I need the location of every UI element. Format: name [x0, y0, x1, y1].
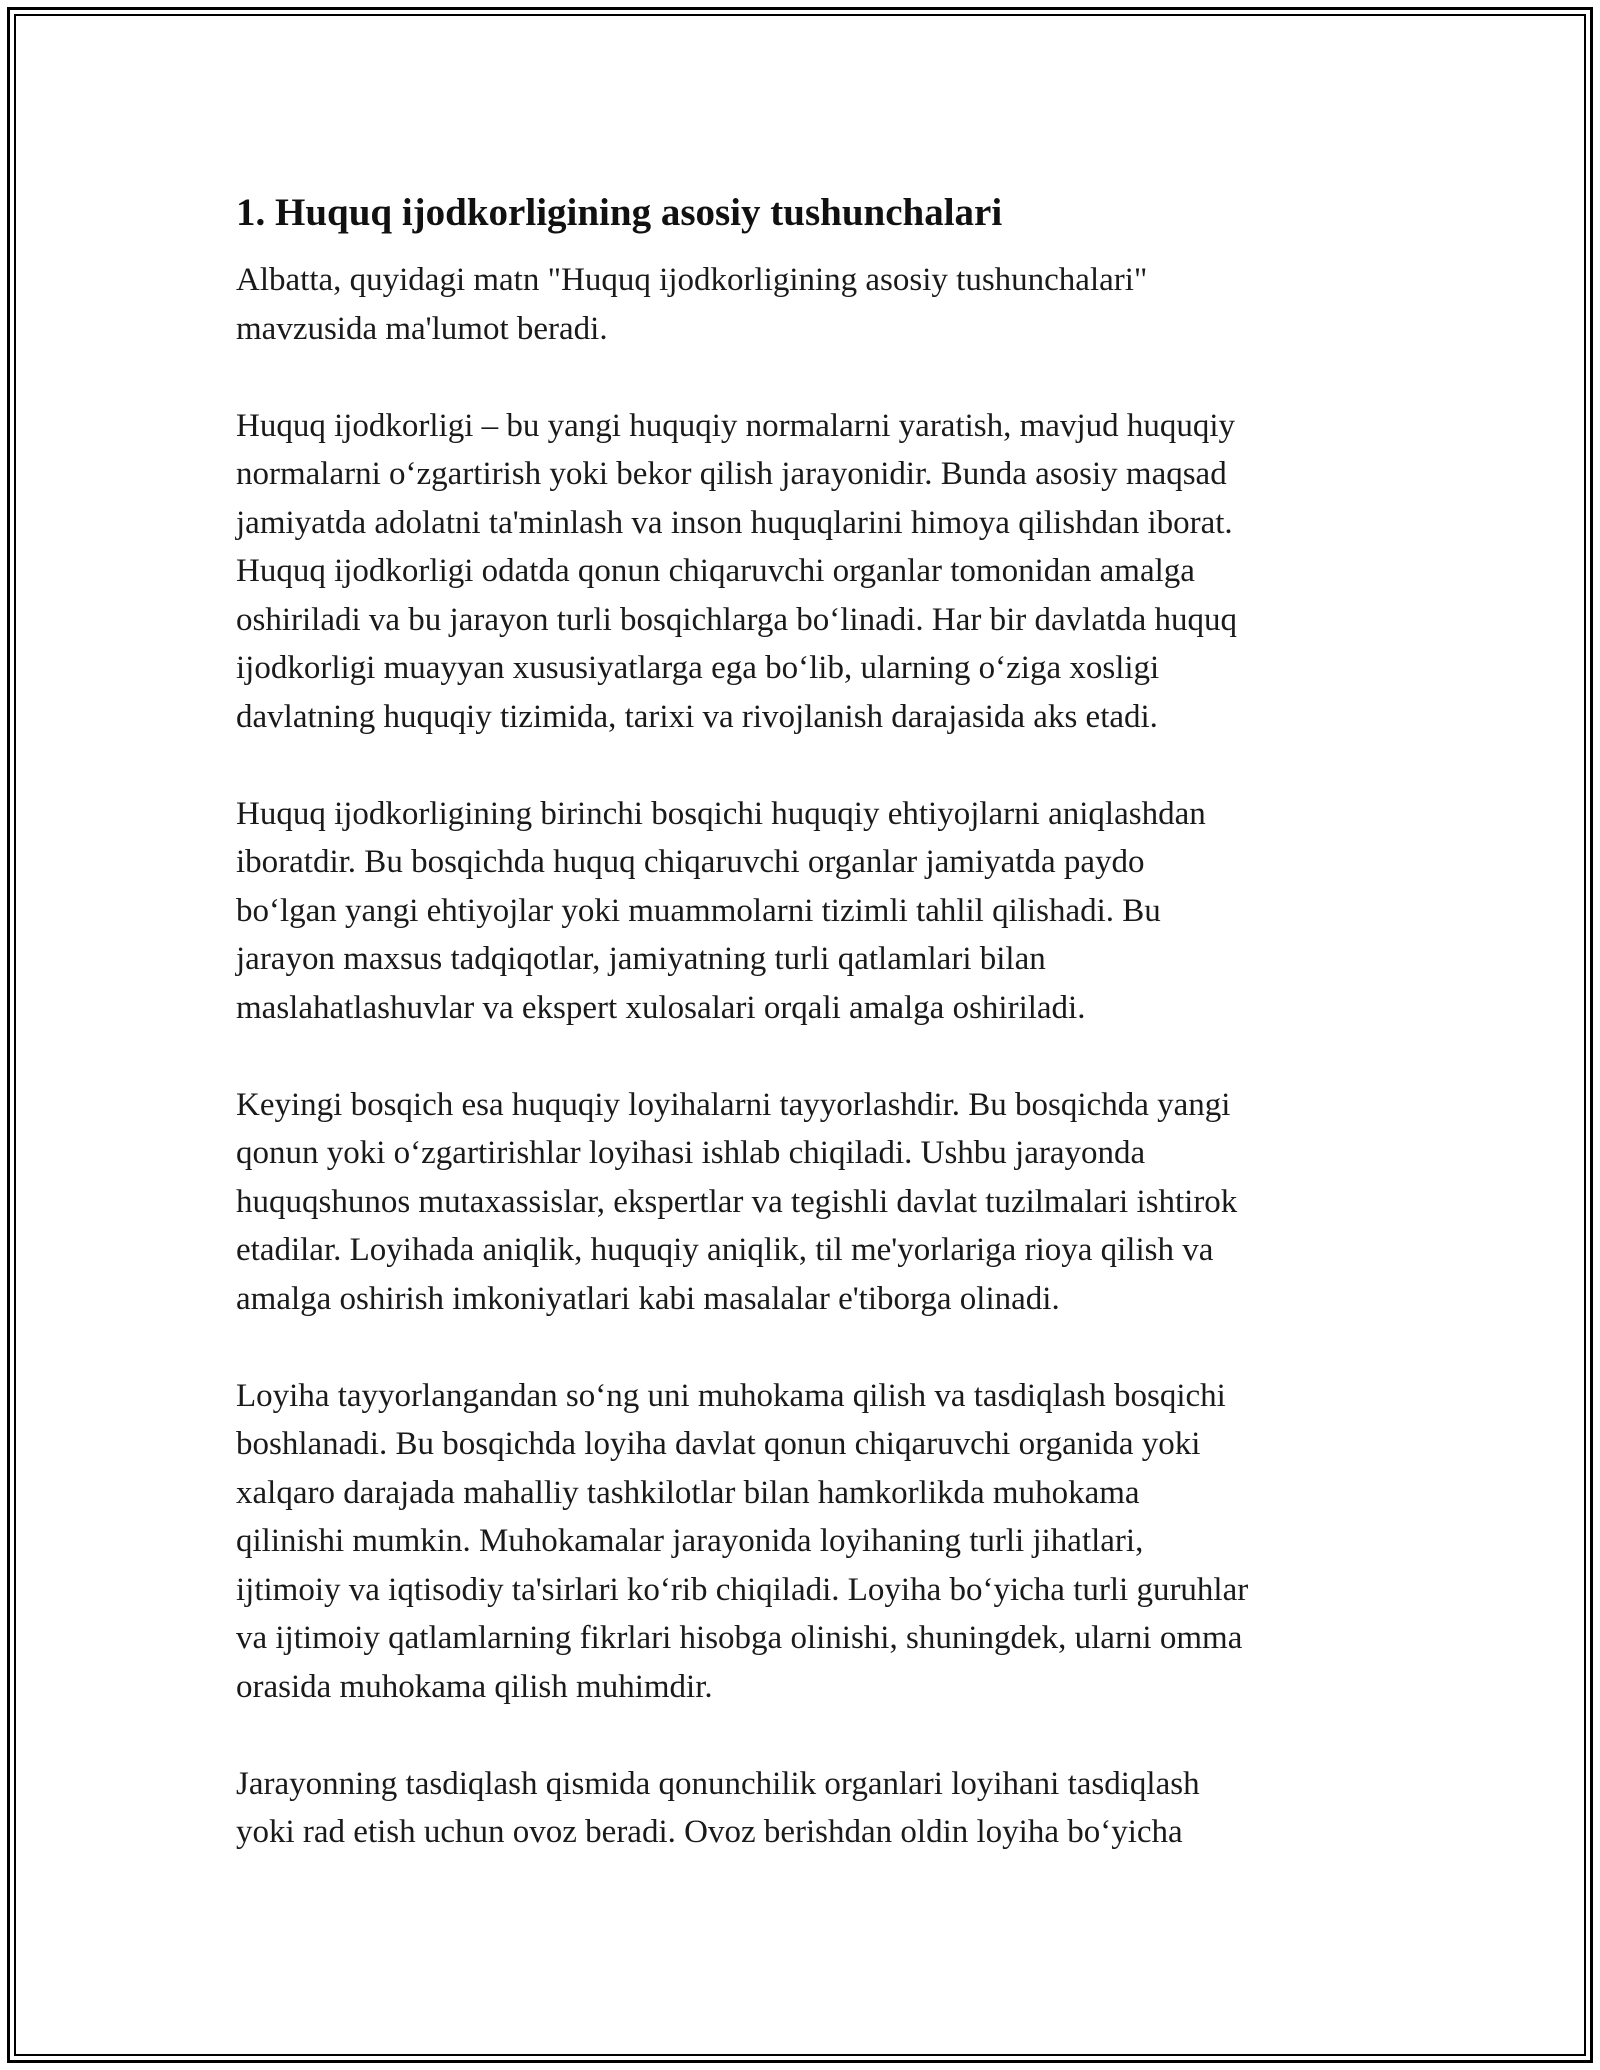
- text-line: xalqaro darajada mahalliy tashkilotlar bilan hamkorlikda muhokama: [236, 1474, 1140, 1511]
- text-line: oshiriladi va bu jarayon turli bosqichlarga bo‘linadi. Har bir davlatda huquq: [236, 601, 1238, 638]
- paragraph-first-stage: [236, 790, 1364, 1033]
- text-line: orasida muhokama qilish muhimdir.: [236, 1668, 713, 1705]
- text-line: jarayon maxsus tadqiqotlar, jamiyatning turli qatlamlari bilan: [236, 941, 1046, 977]
- text-line: amalga oshirish imkoniyatlari kabi masalalar e'tiborga olinadi.: [236, 1280, 1060, 1317]
- text-line: ijtimoiy va iqtisodiy ta'sirlari ko‘rib chiqiladi. Loyiha bo‘yicha turli guruhlar: [236, 1571, 1249, 1608]
- text-line: huquqshunos mutaxassislar, ekspertlar va tegishli davlat tuzilmalari ishtirok: [236, 1183, 1238, 1220]
- text-line: yoki rad etish uchun ovoz beradi. Ovoz berishdan oldin loyiha bo‘yicha: [236, 1814, 1183, 1850]
- text-line: maslahatlashuvlar va ekspert xulosalari orqali amalga oshiriladi.: [236, 989, 1086, 1026]
- text-line: Keyingi bosqich esa huquqiy loyihalarni tayyorlashdir. Bu bosqichda yangi: [236, 1086, 1231, 1123]
- text-line: ijodkorligi muayyan xususiyatlarga ega bo‘lib, ularning o‘ziga xosligi: [236, 650, 1160, 686]
- paragraph-definition: [236, 402, 1364, 742]
- text-line: qonun yoki o‘zgartirishlar loyihasi ishlab chiqiladi. Ushbu jarayonda: [236, 1135, 1146, 1171]
- text-line: Jarayonning tasdiqlash qismida qonunchilik organlari loyihani tasdiqlash: [236, 1765, 1200, 1802]
- text-line: Loyiha tayyorlangandan so‘ng uni muhokama qilish va tasdiqlash bosqichi: [236, 1377, 1226, 1414]
- text-line: jamiyatda adolatni ta'minlash va inson huquqlarini himoya qilishdan iborat.: [236, 504, 1233, 541]
- text-line: Huquq ijodkorligi – bu yangi huquqiy normalarni yaratish, mavjud huquqiy: [236, 407, 1236, 444]
- text-line: va ijtimoiy qatlamlarning fikrlari hisobga olinishi, shuningdek, ularni omma: [236, 1620, 1243, 1656]
- text-line: iboratdir. Bu bosqichda huquq chiqaruvchi organlar jamiyatda paydo: [236, 844, 1145, 880]
- paragraph-approval-stage: [236, 1760, 1364, 1857]
- text-line: qilinishi mumkin. Muhokamalar jarayonida loyihaning turli jihatlari,: [236, 1523, 1144, 1559]
- text-line: mavzusida ma'lumot beradi.: [236, 310, 608, 347]
- paragraph-discussion-stage: [236, 1372, 1364, 1712]
- text-line: Albatta, quyidagi matn "Huquq ijodkorligining asosiy tushunchalari": [236, 262, 1148, 298]
- text-line: etadilar. Loyihada aniqlik, huquqiy aniqlik, til me'yorlariga rioya qilish va: [236, 1232, 1214, 1268]
- text-line: davlatning huquqiy tizimida, tarixi va rivojlanish darajasida aks etadi.: [236, 698, 1158, 735]
- section-heading: 1. Huquq ijodkorligining asosiy tushunchalari: [236, 191, 1003, 234]
- text-line: bo‘lgan yangi ehtiyojlar yoki muammolarni tizimli tahlil qilishadi. Bu: [236, 892, 1161, 929]
- text-line: Huquq ijodkorligi odatda qonun chiqaruvchi organlar tomonidan amalga: [236, 553, 1195, 589]
- paragraph-drafting-stage: [236, 1081, 1364, 1324]
- paragraph-intro: [236, 256, 1364, 353]
- text-line: Huquq ijodkorligining birinchi bosqichi huquqiy ehtiyojlarni aniqlashdan: [236, 795, 1206, 832]
- text-line: normalarni o‘zgartirish yoki bekor qilish jarayonidir. Bunda asosiy maqsad: [236, 456, 1227, 492]
- text-line: boshlanadi. Bu bosqichda loyiha davlat qonun chiqaruvchi organida yoki: [236, 1426, 1201, 1462]
- document-body: [236, 188, 1364, 1905]
